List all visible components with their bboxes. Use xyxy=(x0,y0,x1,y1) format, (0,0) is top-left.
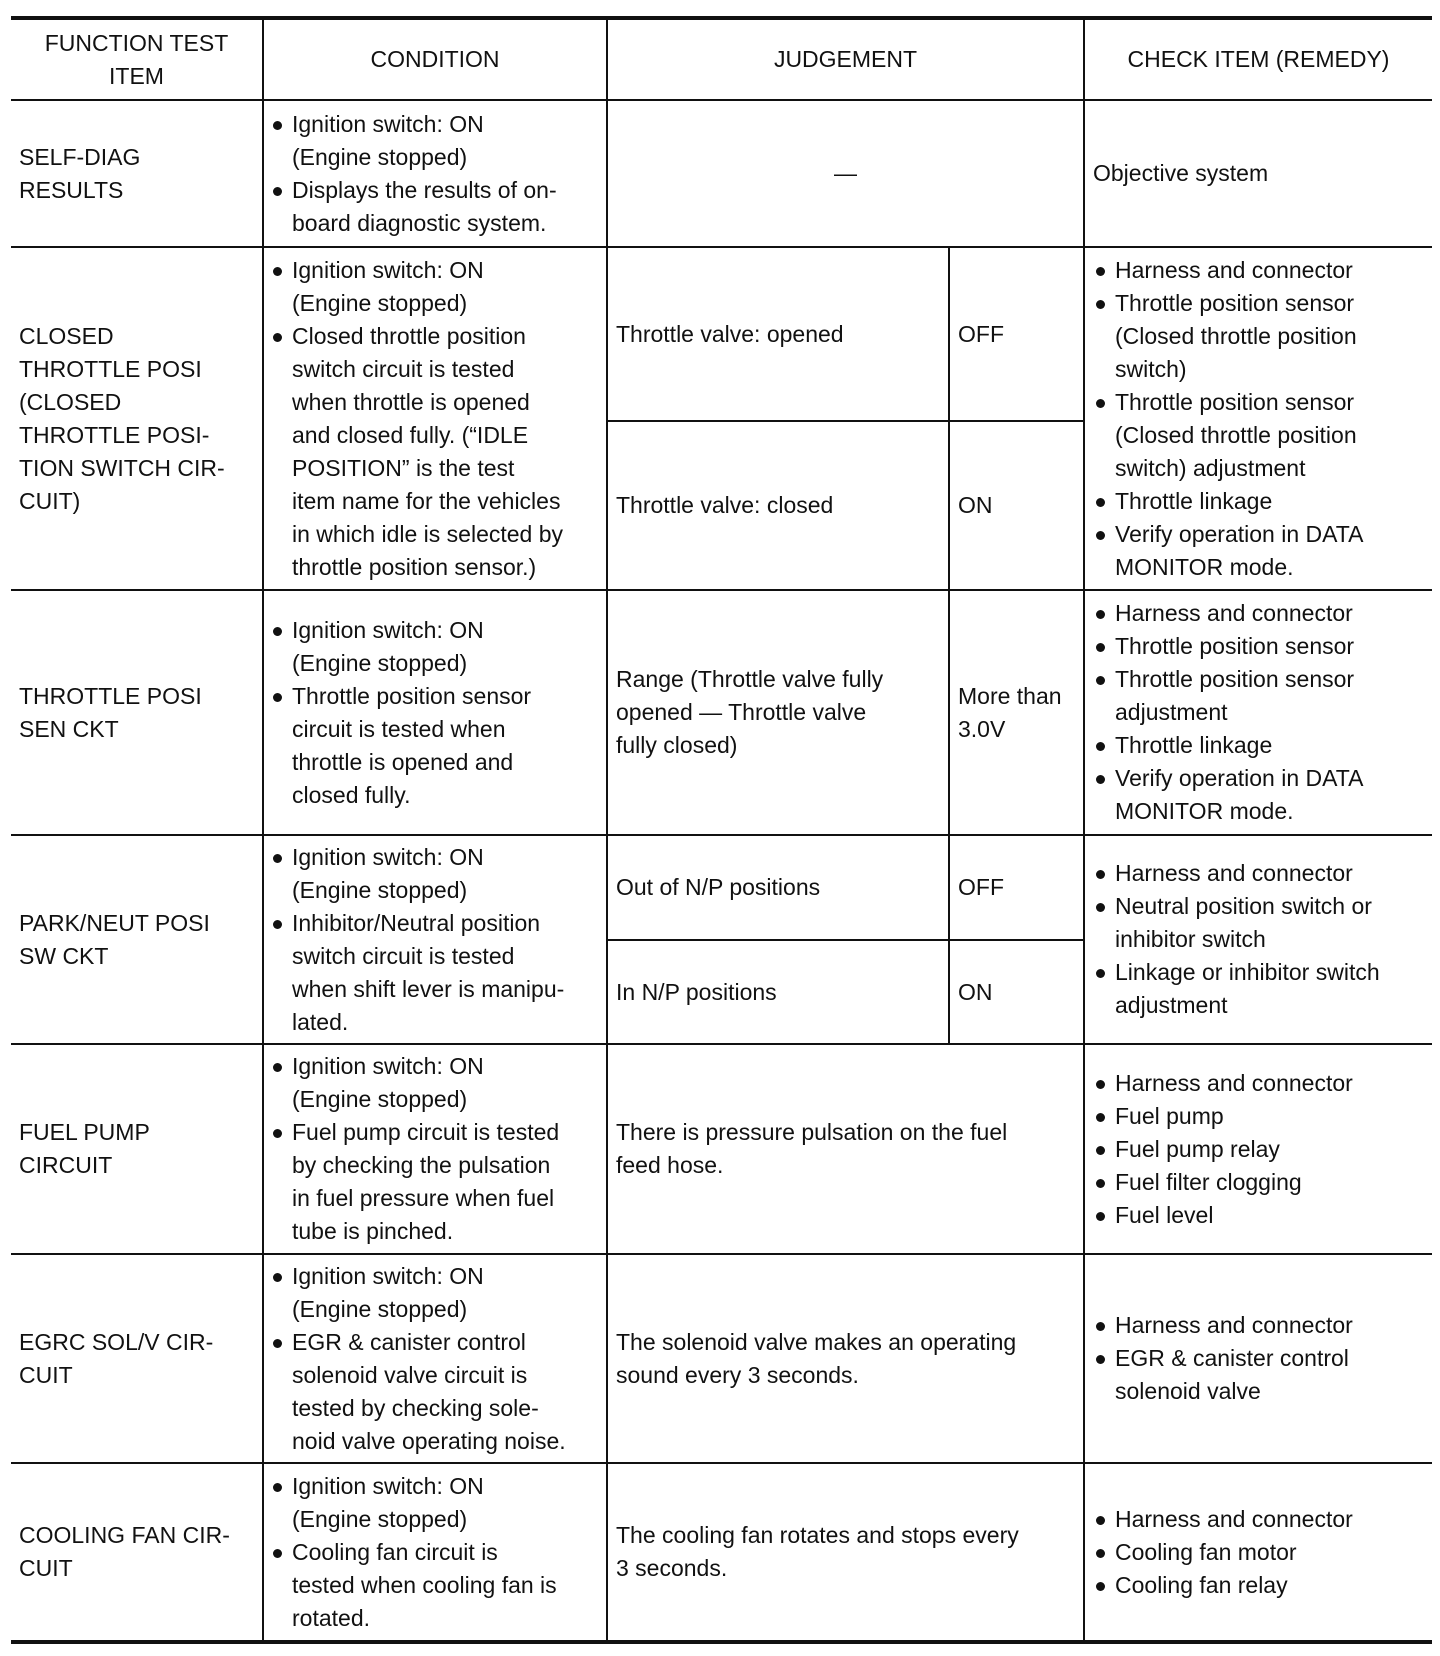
judgement-text: There is pressure pulsation on the fuel feed hose. xyxy=(607,1044,1084,1254)
table-row xyxy=(11,100,1432,247)
check-item-bullet xyxy=(1093,857,1424,890)
condition-text: Throttle position sensor circuit is tested when throttle is opened and closed fully. xyxy=(292,682,532,808)
bullet-icon xyxy=(1093,386,1115,485)
check-item-bullet xyxy=(1093,956,1424,1022)
table-row xyxy=(11,590,1432,835)
condition-bullet xyxy=(270,841,598,907)
function-test-item: EGRC SOL/V CIR- CUIT xyxy=(11,1254,263,1463)
function-test-item: PARK/NEUT POSI SW CKT xyxy=(11,835,263,1044)
check-item-text: Fuel pump xyxy=(1115,1102,1224,1129)
bullet-icon xyxy=(270,1470,292,1536)
check-item-bullet xyxy=(1093,1536,1424,1569)
check-item-bullet xyxy=(1093,1166,1424,1199)
bullet-icon xyxy=(270,320,292,584)
check-item-text: Verify operation in DATA MONITOR mode. xyxy=(1115,765,1364,824)
bullet-icon xyxy=(1093,287,1115,386)
check-item-bullet xyxy=(1093,663,1424,729)
bullet-icon xyxy=(270,841,292,907)
condition-cell xyxy=(263,247,607,590)
check-item-bullet xyxy=(1093,1503,1424,1536)
bullet-icon xyxy=(1093,485,1115,518)
check-item-text: Verify operation in DATA MONITOR mode. xyxy=(1115,520,1364,580)
header-condition: CONDITION xyxy=(263,18,607,100)
judgement-text: Range (Throttle valve fully opened — Throttle valve fully closed) xyxy=(607,590,949,835)
bullet-icon xyxy=(1093,254,1115,287)
bullet-icon xyxy=(270,1536,292,1635)
check-item-cell xyxy=(1084,835,1432,1044)
function-test-item: COOLING FAN CIR- CUIT xyxy=(11,1463,263,1642)
bullet-icon xyxy=(270,108,292,174)
check-item-text: Harness and connector xyxy=(1115,600,1353,626)
check-item-text: Cooling fan relay xyxy=(1115,1571,1288,1598)
bullet-icon xyxy=(270,680,292,812)
condition-bullet xyxy=(270,1116,598,1248)
condition-bullet xyxy=(270,108,598,174)
condition-text: Fuel pump circuit is tested by checking the pulsation in fuel pressure when fuel tube is pinched. xyxy=(292,1119,560,1244)
check-item-cell xyxy=(1084,247,1432,590)
bullet-icon xyxy=(270,1260,292,1326)
bullet-icon xyxy=(1093,1166,1115,1199)
bullet-icon xyxy=(1093,630,1115,663)
condition-text: Ignition switch: ON (Engine stopped) xyxy=(292,616,484,676)
condition-bullet xyxy=(270,1536,598,1635)
function-test-item: FUEL PUMP CIRCUIT xyxy=(11,1044,263,1254)
condition-cell xyxy=(263,100,607,247)
judgement-value: OFF xyxy=(949,247,1084,421)
condition-text: Ignition switch: ON (Engine stopped) xyxy=(292,843,484,903)
check-item-bullet xyxy=(1093,1133,1424,1166)
check-item-text: Fuel pump relay xyxy=(1115,1135,1280,1162)
bullet-icon xyxy=(1093,1199,1115,1232)
judgement-text: The solenoid valve makes an operating sound every 3 seconds. xyxy=(607,1254,1084,1463)
table-row xyxy=(11,835,1432,940)
condition-cell xyxy=(263,835,607,1044)
condition-bullet xyxy=(270,680,598,812)
bullet-icon xyxy=(1093,1100,1115,1133)
table-row xyxy=(11,1254,1432,1463)
bullet-icon xyxy=(1093,518,1115,584)
bullet-icon xyxy=(270,254,292,320)
header-check-item: CHECK ITEM (REMEDY) xyxy=(1084,18,1432,100)
check-item-text: Harness and connector xyxy=(1115,1505,1353,1532)
check-item-text: Cooling fan motor xyxy=(1115,1538,1297,1565)
check-item-cell: Objective system xyxy=(1084,100,1432,247)
judgement-value: ON xyxy=(949,940,1084,1044)
check-item-text: Harness and connector xyxy=(1115,1069,1353,1096)
check-item-text: Harness and connector xyxy=(1115,1312,1353,1338)
condition-text: Closed throttle position switch circuit is tested when throttle is opened and closed fully. (“IDLE POSITION” is the test item name for the vehicles in which idle is selected by throttle position sensor.) xyxy=(292,322,564,580)
check-item-text: Throttle linkage xyxy=(1115,487,1273,514)
condition-cell xyxy=(263,1254,607,1463)
condition-cell xyxy=(263,1044,607,1254)
function-test-item: THROTTLE POSI SEN CKT xyxy=(11,590,263,835)
check-item-cell xyxy=(1084,1044,1432,1254)
check-item-bullet xyxy=(1093,386,1424,485)
header-function-test-item: FUNCTION TEST ITEM xyxy=(11,18,263,100)
check-item-bullet xyxy=(1093,597,1424,630)
bullet-icon xyxy=(1093,1503,1115,1536)
check-item-text: Throttle position sensor (Closed throttle position switch) adjustment xyxy=(1115,388,1357,481)
bullet-icon xyxy=(1093,1536,1115,1569)
condition-bullet xyxy=(270,1050,598,1116)
bullet-icon xyxy=(1093,857,1115,890)
check-item-bullet xyxy=(1093,890,1424,956)
bullet-icon xyxy=(270,614,292,680)
bullet-icon xyxy=(270,174,292,240)
bullet-icon xyxy=(1093,1569,1115,1602)
table-row xyxy=(11,247,1432,421)
bullet-icon xyxy=(270,1116,292,1248)
table-row xyxy=(11,1044,1432,1254)
condition-text: Ignition switch: ON (Engine stopped) xyxy=(292,256,484,316)
condition-text: Displays the results of on- board diagnostic system. xyxy=(292,176,557,236)
bullet-icon xyxy=(1093,1133,1115,1166)
check-item-text: Fuel level xyxy=(1115,1201,1214,1228)
judgement-text: In N/P positions xyxy=(607,940,949,1044)
check-item-text: Throttle linkage xyxy=(1115,732,1273,758)
bullet-icon xyxy=(1093,597,1115,630)
condition-bullet xyxy=(270,907,598,1039)
judgement-value: OFF xyxy=(949,835,1084,940)
check-item-cell xyxy=(1084,1463,1432,1642)
bullet-icon xyxy=(270,907,292,1039)
condition-text: Ignition switch: ON (Engine stopped) xyxy=(292,1262,484,1322)
check-item-cell xyxy=(1084,1254,1432,1463)
condition-bullet xyxy=(270,254,598,320)
condition-bullet xyxy=(270,1326,598,1458)
judgement-text: — xyxy=(607,100,1084,247)
check-item-bullet xyxy=(1093,287,1424,386)
check-item-bullet xyxy=(1093,729,1424,762)
bullet-icon xyxy=(1093,1309,1115,1342)
condition-bullet xyxy=(270,320,598,584)
table-row xyxy=(11,1463,1432,1642)
judgement-text: Throttle valve: opened xyxy=(607,247,949,421)
check-item-bullet xyxy=(1093,1100,1424,1133)
check-item-bullet xyxy=(1093,630,1424,663)
condition-text: Cooling fan circuit is tested when cooling fan is rotated. xyxy=(292,1538,557,1631)
bullet-icon xyxy=(270,1326,292,1458)
check-item-text: Harness and connector xyxy=(1115,256,1353,283)
check-item-bullet xyxy=(1093,1342,1424,1408)
function-test-item: SELF-DIAG RESULTS xyxy=(11,100,263,247)
check-item-bullet xyxy=(1093,1569,1424,1602)
check-item-text: Linkage or inhibitor switch adjustment xyxy=(1115,959,1380,1018)
check-item-cell xyxy=(1084,590,1432,835)
function-test-table xyxy=(11,16,1432,1644)
bullet-icon xyxy=(270,1050,292,1116)
condition-bullet xyxy=(270,1260,598,1326)
condition-text: Ignition switch: ON (Engine stopped) xyxy=(292,1472,484,1532)
check-item-text: Throttle position sensor xyxy=(1115,633,1355,659)
judgement-value: ON xyxy=(949,421,1084,590)
bullet-icon xyxy=(1093,729,1115,762)
condition-bullet xyxy=(270,614,598,680)
check-item-bullet xyxy=(1093,254,1424,287)
condition-text: Ignition switch: ON (Engine stopped) xyxy=(292,1053,484,1112)
check-item-bullet xyxy=(1093,1199,1424,1232)
judgement-value: More than 3.0V xyxy=(949,590,1084,835)
header-row xyxy=(11,18,1432,100)
check-item-text: Harness and connector xyxy=(1115,860,1353,886)
bullet-icon xyxy=(1093,1067,1115,1100)
condition-text: Inhibitor/Neutral position switch circuit is tested when shift lever is manipu- lated. xyxy=(292,909,565,1035)
check-item-bullet xyxy=(1093,518,1424,584)
check-item-bullet xyxy=(1093,762,1424,828)
check-item-bullet xyxy=(1093,485,1424,518)
bullet-icon xyxy=(1093,1342,1115,1408)
condition-cell xyxy=(263,590,607,835)
function-test-item: CLOSED THROTTLE POSI (CLOSED THROTTLE POSI- TION SWITCH CIR- CUIT) xyxy=(11,247,263,590)
check-item-text: Neutral position switch or inhibitor switch xyxy=(1115,893,1372,952)
condition-text: EGR & canister control solenoid valve circuit is tested by checking sole- noid valve operating noise. xyxy=(292,1328,566,1454)
header-judgement: JUDGEMENT xyxy=(607,18,1084,100)
check-item-bullet xyxy=(1093,1309,1424,1342)
check-item-text: Fuel filter clogging xyxy=(1115,1168,1302,1195)
judgement-text: Throttle valve: closed xyxy=(607,421,949,590)
check-item-text: EGR & canister control solenoid valve xyxy=(1115,1345,1349,1404)
bullet-icon xyxy=(1093,663,1115,729)
judgement-text: The cooling fan rotates and stops every 3 seconds. xyxy=(607,1463,1084,1642)
condition-cell xyxy=(263,1463,607,1642)
check-item-text: Throttle position sensor (Closed throttle position switch) xyxy=(1115,289,1357,382)
condition-bullet xyxy=(270,174,598,240)
condition-text: Ignition switch: ON (Engine stopped) xyxy=(292,110,484,170)
check-item-text: Throttle position sensor adjustment xyxy=(1115,666,1355,725)
judgement-text: Out of N/P positions xyxy=(607,835,949,940)
bullet-icon xyxy=(1093,956,1115,1022)
bullet-icon xyxy=(1093,762,1115,828)
condition-bullet xyxy=(270,1470,598,1536)
check-item-bullet xyxy=(1093,1067,1424,1100)
bullet-icon xyxy=(1093,890,1115,956)
